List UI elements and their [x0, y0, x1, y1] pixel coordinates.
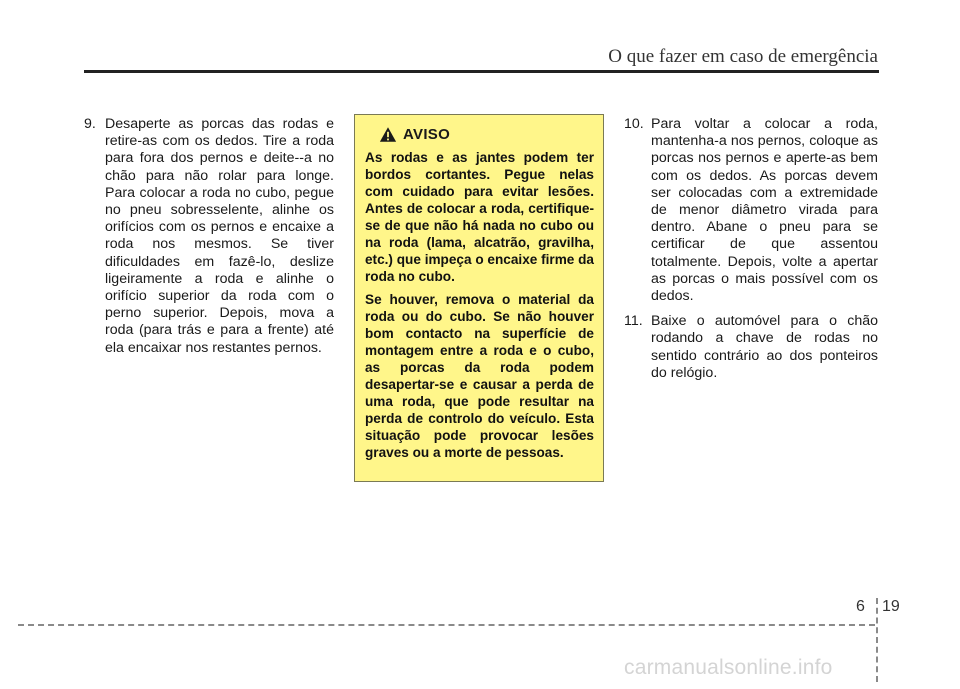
- step-text: Baixe o automóvel para o chão rodando a chave de rodas no sentido contrário ao dos ponteiros do relógio.: [651, 313, 878, 381]
- step-text: Desaperte as porcas das rodas e retire-as com os dedos. Tire a roda para fora dos pernos e deite--a no chão para não rolar para longe. Para colocar a roda no cubo, pegue no pneu sobresselente, alinhe os orifícios com os pernos e encaixe a roda nos mesmos. Se tiver dificuldades em fazê-lo, deslize ligeiramente a roda e alinhe o orifício superior da roda com o perno superior. Depois, mova a roda (para trás e para a frente) até ela encaixar nos restantes pernos.: [105, 116, 334, 356]
- step-number: 10.: [624, 116, 644, 132]
- page-number: 19: [882, 598, 900, 615]
- left-column: [84, 116, 334, 365]
- instruction-step-11: [624, 313, 878, 382]
- watermark: carmanualsonline.info: [624, 656, 833, 679]
- step-number: 11.: [624, 313, 643, 330]
- step-text: Para voltar a colocar a roda, mantenha-a nos pernos, coloque as porcas nos pernos e aperte-as bem com os dedos. As porcas devem ser colocadas com a extremidade de menor diâmetro virada para dentro. Abane o pneu para se certificar de que assentou totalmente. Depois, volte a apertar as porcas o mais possível com os dedos.: [651, 116, 878, 305]
- warning-box: [354, 114, 604, 482]
- warning-title: AVISO: [403, 125, 451, 143]
- footer-rule: [18, 624, 875, 626]
- warning-header: [379, 123, 594, 145]
- warning-triangle-icon: [379, 126, 397, 143]
- warning-paragraph: Se houver, remova o material da roda ou do cubo. Se não houver bom contacto na superfície de montagem entre a roda e o cubo, as porcas da roda podem desapertar-se e causar a perda de uma roda, que pode resultar na perda de controlo do veículo. Esta situação pode provocar lesões graves ou a morte de pessoas.: [365, 292, 594, 460]
- instruction-step-9: [84, 116, 334, 357]
- right-column: [624, 116, 878, 390]
- instruction-step-10: [624, 116, 878, 305]
- warning-paragraph: As rodas e as jantes podem ter bordos cortantes. Pegue nelas com cuidado para evitar lesões. Antes de colocar a roda, certifique-se de que não há nada no cubo ou na roda (lama, alcatrão, gravilha, etc.) que impeça o encaixe firme da roda no cubo.: [365, 150, 594, 284]
- chapter-number: 6: [856, 598, 865, 615]
- header-rule: [84, 70, 879, 73]
- footer-divider: [876, 598, 878, 682]
- step-number: 9.: [84, 116, 96, 132]
- page-header-title: O que fazer em caso de emergência: [608, 46, 878, 67]
